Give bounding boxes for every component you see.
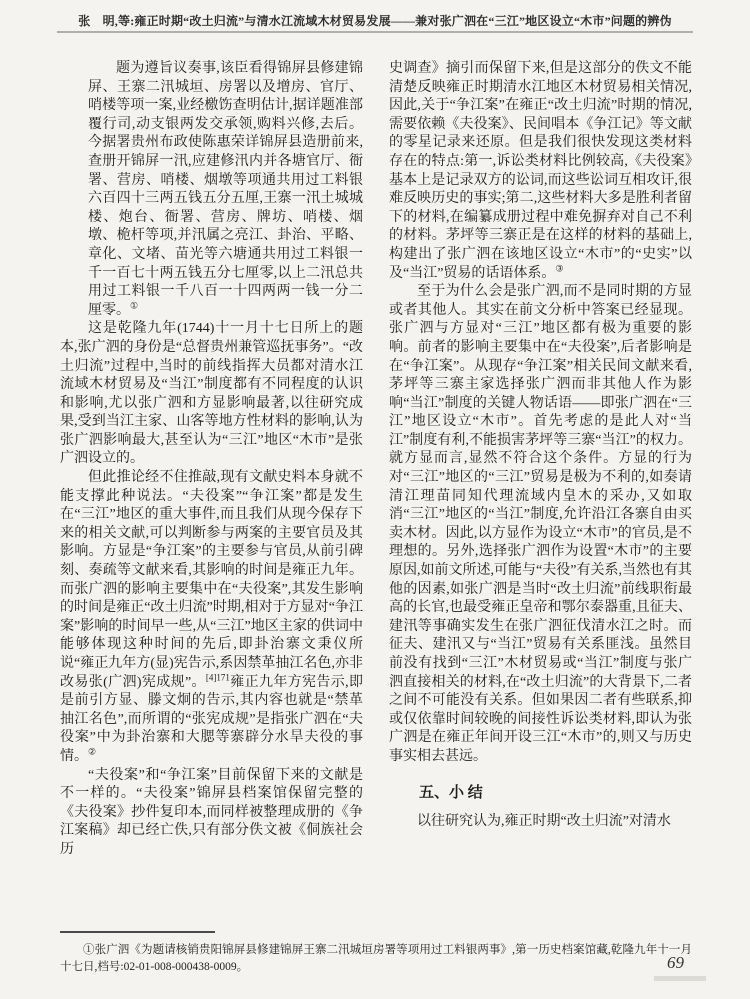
- paragraph: 以往研究认为,雍正时期“改土归流”对清水: [417, 813, 671, 829]
- header-rule: [57, 31, 693, 33]
- page-number: 69: [667, 953, 684, 972]
- footnote-separator: [60, 931, 215, 933]
- paragraph: 这是乾隆九年(1744)十一月十七日所上的题本,张广泗的身份是“总督贵州兼管巡抚事务”。“改土归流”过程中,当时的前线指挥大员都对清水江流域木材贸易及“当江”制度都有不同程度的认识和影响,尤以张广泗和方显影响最著,以往研究成果,受到当江主家、山客等地方性材料的影响,认为张广泗影响最大,甚至认为“三江”地区“木市”是张广泗设立的。: [60, 321, 363, 467]
- article-body: [60, 60, 692, 860]
- quote-text: 题为遵旨议奏事,该臣看得锦屏县修建锦屏、王寨二汛城垣、房署以及增房、官厅、哨楼等项一案,业经檄饬查明估计,据详题准部覆行司,动支银两发交承领,购料兴修,去后。今据署贵州布政使陈惠荣详锦屏县造册前来,查册开锦屏一汛,应建修汛内并各塘官厅、衙署、营房、哨楼、烟墩等项通共用过工料银六百四十三两五钱五分五厘,王寨一汛土城城楼、炮台、衙署、营房、牌坊、哨楼、烟墩、桅杆等项,并汛属之亮江、卦治、平略、章化、文堵、苗光等六塘通共用过工料银一千一百七十两五钱五分七厘零,以上二汛总共用过工料银一千八百一十四两两一钱一分二厘零。: [88, 61, 363, 318]
- section-heading: 五、小 结: [419, 784, 483, 801]
- right-column: [389, 60, 692, 860]
- citation-ref: [4]171: [205, 671, 230, 682]
- block-quote: [88, 60, 363, 320]
- page-number-underline: [654, 976, 706, 981]
- left-column: [60, 60, 363, 860]
- footnote-ref-2: ②: [88, 746, 97, 757]
- footnote-area: [60, 931, 692, 975]
- paragraph: [60, 469, 363, 767]
- paragraph-text: 但此推论经不住推敲,现有文献史料本身就不能支撑此种说法。“夫役案”“争江案”都是发生在“三江”地区的重大事件,而且我们从现今保存下来的相关文献,可以判断参与两案的主要官员及其影响。方显是“争江案”的主要参与官员,从前引碑刻、奏疏等文献来看,其影响的时间是雍正九年。而张广泗的影响主要集中在“夫役案”,其发生影响的时间是雍正“改土归流”时期,相对于方显对“争江案”影响的时间早一些,从“三江”地区主家的供词中能够体现这种时间的先后,即卦治寨文秉仪所说“雍正九年方(显)宪告示,系因禁革抽江名色,亦非改易张(广泗)宪成规”。: [60, 470, 363, 690]
- running-header: 张 明,等:雍正时期“改土归流”与清水江流域木材贸易发展——兼对张广泗在“三江”地区设立“木市”问题的辨伪: [78, 14, 672, 28]
- paragraph-text: 史调查》摘引而保留下来,但是这部分的佚文不能清楚反映雍正时期清水江地区木材贸易相关情况,因此,关于“争江案”在雍正“改土归流”时期的情况,需要依赖《夫役案》、民间唱本《争江记》等文献的零星记录来还原。但是我们很快发现这类材料存在的特点:第一,诉讼类材料比例较高,《夫役案》基本上是记录双方的讼词,而这些讼词互相攻讦,很难反映历史的事实;第二,这些材料大多是胜利者留下的材料,在编纂成册过程中难免摒弃对自己不利的材料。茅坪等三寨正是在这样的材料的基础上,构建出了张广泗在该地区设立“木市”的“史实”以及“当江”贸易的话语体系。: [389, 61, 692, 281]
- footnote-ref-1: ①: [130, 300, 139, 311]
- footnote: ①张广泗《为题请核销贵阳锦屏县修建锦屏王寨二汛城垣房署等项用过工料银两事》,第一历史档案馆藏,乾隆九年十一月十七日,档号:02-01-008-000438-0009。: [60, 944, 692, 973]
- paragraph: “夫役案”和“争江案”目前保留下来的文献是不一样的。“夫役案”锦屏县档案馆保留完整的《夫役案》抄件复印本,而同样被整理成册的《争江案稿》却已经亡佚,只有部分佚文被《侗族社会历: [60, 767, 363, 857]
- paragraph-text: 雍正九年方宪告示,即是前引方显、滕文炯的告示,其内容也就是“禁革抽江名色”,而所谓的“张宪成规”是指张广泗在“夫役案”中为卦治寨和大腮等寨辟分水旱夫役的事情。: [60, 674, 364, 764]
- paragraph-continuation: [389, 60, 692, 283]
- paragraph: 至于为什么会是张广泗,而不是同时期的方显或者其他人。其实在前文分析中答案已经显现。张广泗与方显对“三江”地区都有极为重要的影响。前者的影响主要集中在“夫役案”,后者影响是在“争江案”。从现存“争江案”相关民间文献来看,茅坪等三寨主家选择张广泗而非其他人作为影响“当江”制度的关键人物话语——即张广泗在“三江”地区设立“木市”。首先考虑的是此人对“当江”制度有利,不能损害茅坪等三寨“当江”的权力。就方显而言,显然不符合这个条件。方显的行为对“三江”地区的“三江”贸易是极为不利的,如奏请清江理苗同知代理流域内皇木的采办,又如取消“三江”地区的“当江”制度,允许沿江各寨自由买卖木材。因此,以方显作为设立“木市”的官员,是不理想的。另外,选择张广泗作为设置“木市”的主要原因,如前文所述,可能与“夫役”有关系,当然也有其他的因素,如张广泗是当时“改土归流”前线职衔最高的长官,也最受雍正皇帝和鄂尔泰器重,且征夫、建汛等事确实发生在张广泗征伐清水江之时。而征夫、建汛又与“当江”贸易有关系匪浅。虽然目前没有找到“三江”木材贸易或“当江”制度与张广泗直接相关的材料,在“改土归流”的大背景下,二者之间不可能没有关系。但如果因二者有些联系,抑或仅依靠时间较晚的间接性诉讼类材料,即认为张广泗是在雍正年间开设三江“木市”的,则又与历史事实相去甚远。: [389, 284, 692, 764]
- footnote-ref-3: ③: [555, 262, 564, 273]
